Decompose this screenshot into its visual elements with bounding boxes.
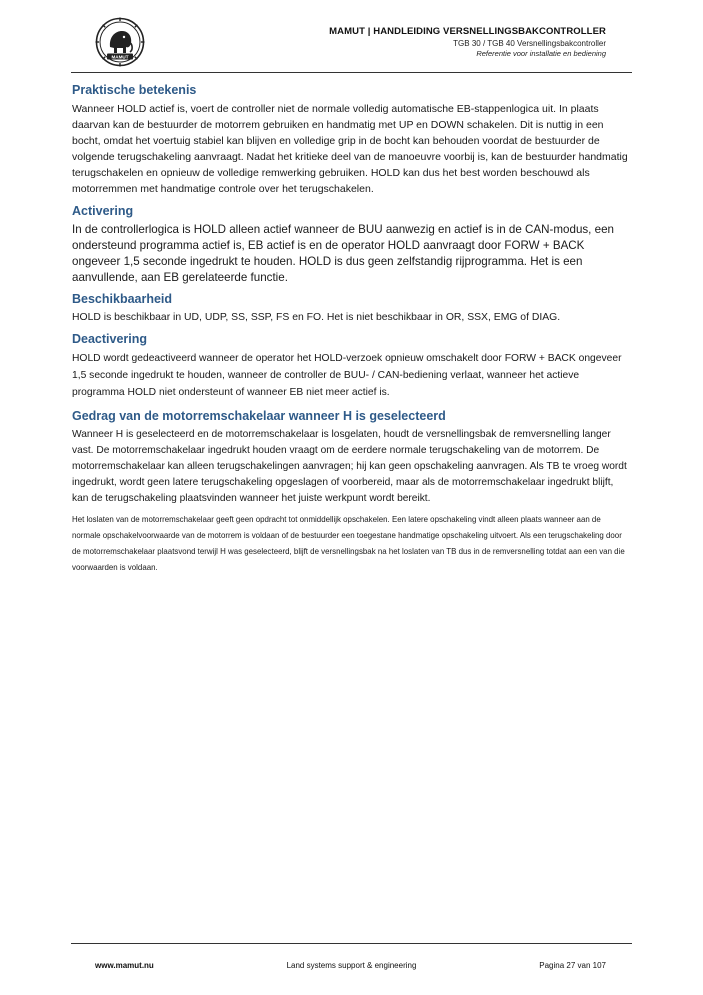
document-note: Referentie voor installatie en bediening [476, 49, 606, 58]
logo-text: MAMUT [111, 54, 129, 60]
section-heading-activering: Activering [72, 204, 134, 218]
page-header [71, 14, 632, 73]
section-heading-motorremschakelaar: Gedrag van de motorremschakelaar wanneer H is geselecteerd [72, 409, 446, 423]
mamut-logo-icon [95, 17, 145, 67]
document-title: MAMUT | HANDLEIDING VERSNELLINGSBAKCONTROLLER [329, 26, 606, 37]
document-subtitle: TGB 30 / TGB 40 Versnellingsbakcontroller [453, 39, 606, 48]
page-content [72, 82, 632, 575]
section-body-motorremschakelaar: Wanneer H is geselecteerd en de motorremschakelaar is losgelaten, houdt de versnellingsbak de remversnelling langer vast. De motorremschakelaar ingedrukt houden vraagt om de eerdere normale terugschakeling van de motorrem. De motorremschakelaar kan alleen terugschakelingen aanvragen; hij kan geen opschakeling aanvragen. Als TB te vroeg wordt ingedrukt, wordt geen latere terugschakeling opgeslagen of voorbereid, maar als de motorremschakelaar ingedrukt blijft, kan de terugschakeling plaatsvinden wanneer het juiste werkpunt wordt bereikt. [72, 429, 627, 504]
header-text [329, 26, 606, 58]
section-heading-praktische-betekenis: Praktische betekenis [72, 83, 197, 97]
section-heading-beschikbaarheid: Beschikbaarheid [72, 292, 173, 306]
footer-website: www.mamut.nu [95, 961, 154, 970]
footer-page-number: Pagina 27 van 107 [539, 961, 606, 970]
section-body-praktische-betekenis: Wanneer HOLD actief is, voert de controller niet de normale volledig automatische EB-stappenlogica uit. In plaats daarvan kan de bestuurder de motorrem gebruiken en handmatig met UP en DOWN schakelen. Dit is nuttig in een bocht, omdat het voertuig stabiel kan blijven en volledige grip in de bocht kan behouden voordat de bestuurder de volgende terugschakeling aanvraagt. Nadat het kritieke deel van de manoeuvre voorbij is, kan de bestuurder handmatig terugschakelen en opnieuw de volledige remwerking gebruiken. HOLD kan dus het best worden beschouwd als motorremmen met handmatige controle over het terugschakelen. [72, 103, 628, 195]
section-heading-deactivering: Deactivering [72, 332, 148, 346]
section-body-activering: In de controllerlogica is HOLD alleen actief wanneer de BUU aanwezig en actief is in de CAN-modus, een ondersteund programma actief is, EB actief is en de operator HOLD aanvraagt door FORW + BACK ongeveer 1,5 seconde ingedrukt te houden. HOLD is dus geen zelfstandig rijprogramma. Het is een aanvullende, aan EB gerelateerde functie. [72, 223, 614, 284]
footer-tagline: Land systems support & engineering [286, 961, 417, 970]
page-footer [71, 943, 632, 974]
section-body-motorremschakelaar-2: Het loslaten van de motorremschakelaar geeft geen opdracht tot onmiddellijk opschakelen. Een latere opschakeling vindt alleen plaats wanneer aan de normale opschakelvoorwaarde van de motorrem is voldaan of de bestuurder een toegestane handmatige opschakeling uitvoert. Als een terugschakeling door de motorremschakelaar plaatsvond terwijl H was geselecteerd, blijft de versnellingsbak na het loslaten van TB dus in de remversnelling totdat aan een van die voorwaarden is voldaan. [72, 514, 625, 572]
section-body-deactivering: HOLD wordt gedeactiveerd wanneer de operator het HOLD-verzoek opnieuw omschakelt door FORW + BACK ongeveer 1,5 seconde ingedrukt te houden, wanneer de controller de BUU- / CAN-bediening verlaat, wanneer het actieve programma HOLD niet ondersteunt of wanneer EB niet meer actief is. [72, 353, 622, 398]
section-body-beschikbaarheid: HOLD is beschikbaar in UD, UDP, SS, SSP, FS en FO. Het is niet beschikbaar in OR, SSX, EMG of DIAG. [72, 312, 561, 323]
